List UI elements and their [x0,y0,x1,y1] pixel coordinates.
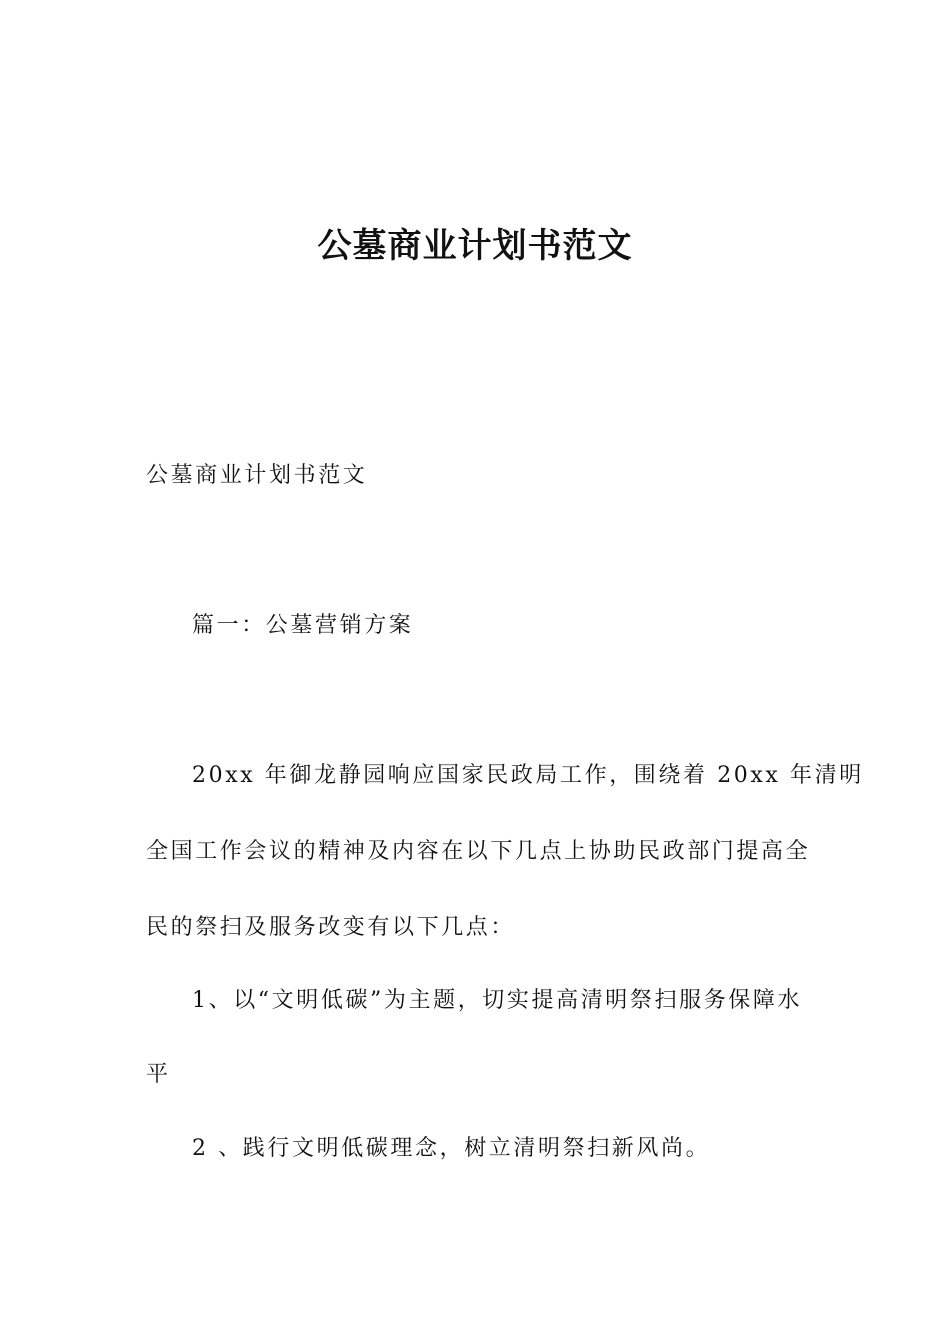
section-heading: 篇一：公墓营销方案 [192,613,414,638]
paragraph-1-line-1: 20xx 年御龙静园响应国家民政局工作，围绕着 20xx 年清明 [192,763,864,788]
document-subtitle: 公墓商业计划书范文 [146,463,368,488]
paragraph-1-line-3: 民的祭扫及服务改变有以下几点： [146,915,516,940]
paragraph-1-line-2: 全国工作会议的精神及内容在以下几点上协助民政部门提高全 [146,839,811,864]
list-item-1-line-1: 1、以“文明低碳”为主题，切实提高清明祭扫服务保障水 [192,988,803,1013]
list-item-2-line-1: 2 、践行文明低碳理念，树立清明祭扫新风尚。 [192,1136,711,1161]
document-title: 公墓商业计划书范文 [317,226,633,266]
list-item-1-line-2: 平 [146,1062,171,1087]
